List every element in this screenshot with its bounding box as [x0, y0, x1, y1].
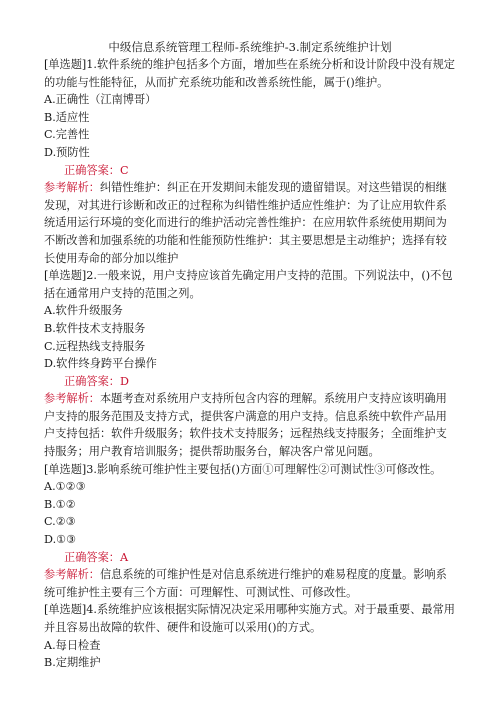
- analysis-text: 信息系统的可维护性是对信息系统进行维护的难易程度的度量。影响系统可维护性主要有三个方面：可理解性、可测试性、可修改性。: [44, 568, 447, 599]
- question-block-3: [44, 461, 456, 602]
- analysis-text: 本题考查对系统用户支持所包含内容的理解。系统用户支持应该明确用户支持的服务范围及支持方式，提供客户满意的用户支持。信息系统中软件产品用户支持包括：软件升级服务；软件技术支持服务；远程热线支持服务；全面维护支持服务；用户教育培训服务；提供帮助服务台，解决客户常见问题。: [44, 392, 447, 459]
- question-block-4: [44, 601, 456, 671]
- option-c: C.②③: [44, 515, 76, 529]
- option-a: A.①②③: [44, 480, 86, 494]
- option-b: B.①②: [44, 497, 76, 511]
- question-stem: [单选题]4.系统维护应该根据实际情况决定采用哪种实施方式。对于最重要、最常用并且容易出故障的软件、硬件和设施可以采用()的方式。: [44, 603, 455, 634]
- option-d: D.预防性: [44, 145, 90, 159]
- question-block-1: [44, 56, 456, 267]
- option-a: A.每日检查: [44, 638, 101, 652]
- option-c: C.远程热线支持服务: [44, 339, 146, 353]
- option-b: B.适应性: [44, 110, 90, 124]
- analysis-paragraph: [44, 566, 456, 601]
- analysis-paragraph: [44, 390, 456, 460]
- answer-value: C: [119, 163, 129, 177]
- analysis-label: 参考解析：: [44, 568, 100, 582]
- option-d: D.①③: [44, 533, 77, 547]
- analysis-text: 纠错性维护：纠正在开发期间未能发现的遗留错误。对这些错误的相继发现，对其进行诊断和改正的过程称为纠错性维护适应性维护：为了让应用软件系统适用运行环境的变化而进行的维护活动完善性维护：在应用软件系统使用期间为不断改善和加强系统的功能和性能预防性维护：其主要思想是主动维护；选择有较长使用寿命的部分加以维护: [44, 181, 447, 265]
- option-b: B.定期维护: [44, 656, 101, 670]
- option-d: D.软件终身跨平台操作: [44, 357, 157, 371]
- question-stem: [单选题]2.一般来说，用户支持应该首先确定用户支持的范围。下列说法中，()不包括在通常用户支持的范围之列。: [44, 269, 453, 300]
- answer-line: [44, 549, 456, 567]
- analysis-label: 参考解析：: [44, 181, 100, 195]
- question-block-2: [44, 267, 456, 461]
- option-a: A.正确性（江南博哥）: [44, 93, 157, 107]
- question-stem: [单选题]1.软件系统的维护包括多个方面，增加些在系统分析和设计阶段中没有规定的功能与性能特征，从而扩充系统功能和改善系统性能，属于()维护。: [44, 58, 455, 89]
- analysis-label: 参考解析：: [44, 392, 100, 406]
- option-b: B.软件技术支持服务: [44, 321, 146, 335]
- document-title: 中级信息系统管理工程师-系统维护-3.制定系统维护计划: [108, 40, 392, 54]
- answer-label: 正确答案：: [64, 374, 120, 388]
- question-stem: [单选题]3.影响系统可维护性主要包括()方面①可理解性②可测试性③可修改性。: [44, 462, 442, 476]
- answer-label: 正确答案：: [64, 550, 120, 564]
- analysis-paragraph: [44, 179, 456, 267]
- answer-line: [44, 373, 456, 391]
- option-c: C.完善性: [44, 128, 90, 142]
- answer-value: A: [119, 550, 129, 564]
- answer-label: 正确答案：: [64, 163, 120, 177]
- answer-line: [44, 162, 456, 180]
- option-a: A.软件升级服务: [44, 304, 123, 318]
- answer-value: D: [119, 374, 129, 388]
